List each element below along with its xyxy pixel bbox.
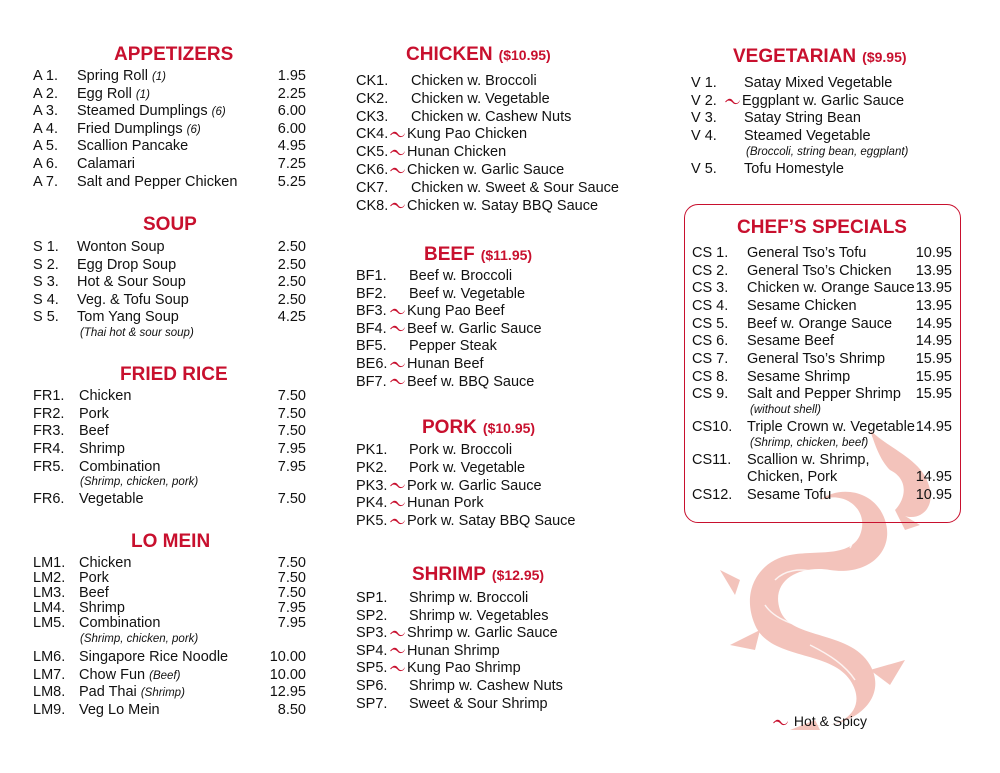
item-name-text: Salt and Pepper Chicken	[77, 173, 238, 190]
item-code: SP6.	[356, 678, 388, 694]
chili-pepper-icon	[725, 97, 741, 106]
cs9-note: (without shell)	[750, 404, 821, 416]
item-code: FR6.	[33, 491, 65, 507]
item-name	[77, 156, 135, 173]
item-name-text: Tom Yang Soup	[77, 309, 179, 326]
item-name	[744, 161, 844, 178]
item-price: 7.50	[277, 388, 306, 404]
chili-pepper-icon	[390, 324, 406, 333]
item-code: BF4.	[356, 320, 387, 337]
item-name	[389, 356, 484, 373]
item-price: 13.95	[915, 280, 952, 296]
item-qty: (6)	[211, 106, 226, 119]
item-name	[79, 615, 160, 632]
item-code: LM7.	[33, 667, 66, 683]
item-name-text: Spring Roll	[77, 68, 148, 84]
item-name-text: Triple Crown w. Vegetable	[747, 419, 915, 435]
item-name-text: General Tso’s Chicken	[747, 263, 892, 279]
item-name	[389, 495, 484, 512]
chili-pepper-icon	[390, 499, 406, 508]
item-name	[747, 419, 915, 436]
item-code: CS11.	[692, 452, 732, 468]
item-name-text: Steamed Vegetable	[744, 128, 871, 144]
item-name	[77, 121, 201, 139]
item-price: 12.95	[269, 684, 306, 700]
item-name	[724, 93, 904, 110]
item-code: LM4.	[33, 600, 66, 616]
item-name	[77, 103, 226, 121]
chili-pepper-icon	[390, 201, 406, 210]
item-name	[79, 649, 228, 666]
item-name-text: Hunan Pork	[407, 495, 484, 512]
item-name	[389, 374, 534, 391]
chili-pepper-icon	[390, 664, 406, 673]
item-name	[409, 590, 528, 607]
item-code: CK4.	[356, 126, 389, 143]
item-name-text: General Tso’s Tofu	[747, 245, 867, 261]
item-code: SP7.	[356, 695, 388, 712]
item-name-text: Chicken w. Sweet & Sour Sauce	[411, 179, 619, 196]
item-name-text: Scallion w. Shrimp,	[747, 452, 870, 468]
legend-label: Hot & Spicy	[793, 713, 868, 729]
item-price: 14.95	[915, 419, 952, 435]
item-name-text: Chicken w. Vegetable	[411, 90, 550, 107]
item-name	[389, 162, 564, 179]
item-code: FR4.	[33, 441, 65, 457]
item-code: CS 2.	[692, 263, 729, 279]
item-name	[77, 309, 179, 326]
item-code: BE6.	[356, 356, 388, 372]
item-name-text: Salt and Pepper Shrimp	[747, 386, 901, 402]
item-name	[77, 257, 176, 274]
item-code: PK1.	[356, 442, 388, 458]
item-name	[411, 91, 550, 108]
item-price: 7.95	[277, 441, 306, 457]
item-price: 10.00	[269, 649, 306, 665]
item-price: 5.25	[277, 173, 306, 190]
vegetarian-note: (Broccoli, string bean, eggplant)	[746, 146, 909, 158]
item-name-text: Kung Pao Chicken	[407, 126, 528, 143]
item-price: 7.95	[277, 459, 306, 475]
item-name	[389, 625, 558, 642]
item-name-text: Pepper Steak	[409, 338, 497, 355]
item-name	[79, 459, 160, 476]
item-price: 2.50	[277, 291, 306, 308]
item-name-text: Beef w. Orange Sauce	[747, 316, 893, 332]
item-code: FR2.	[33, 406, 65, 422]
item-code: CK7.	[356, 179, 389, 196]
item-qty: (6)	[186, 123, 201, 136]
item-name-text: Tofu Homestyle	[744, 161, 844, 177]
item-name	[77, 174, 237, 191]
beef-heading: BEEF ($11.95)	[424, 244, 533, 265]
item-code: LM1.	[33, 555, 66, 571]
item-name-text: Pork	[79, 406, 109, 422]
item-name-text: Chicken w. Broccoli	[411, 73, 537, 89]
item-name	[389, 303, 505, 320]
cs10-note: (Shrimp, chicken, beef)	[750, 437, 869, 449]
item-price: 7.95	[277, 600, 306, 616]
item-price: 7.50	[277, 570, 306, 586]
item-name	[77, 68, 166, 86]
item-code: CS 5.	[692, 316, 729, 332]
item-code: S 1.	[33, 239, 59, 255]
item-name-text: Shrimp	[79, 600, 125, 616]
item-name-text: Fried Dumplings	[77, 120, 183, 137]
item-name	[747, 263, 892, 280]
item-name	[411, 180, 619, 197]
item-name-text: General Tso’s Shrimp	[747, 351, 886, 367]
item-name	[747, 333, 834, 350]
item-name	[389, 126, 527, 143]
item-qty: (Shrimp)	[140, 687, 185, 699]
item-name-text: Hunan Chicken	[407, 144, 507, 161]
item-code: BF5.	[356, 338, 387, 355]
item-code: PK2.	[356, 459, 388, 476]
item-name-text: Combination	[79, 459, 161, 475]
item-code: PK3.	[356, 477, 388, 494]
item-price: 10.95	[915, 487, 952, 503]
chefs-specials-heading: CHEF’S SPECIALS	[737, 217, 907, 238]
item-name	[409, 338, 497, 355]
item-name-text: Satay Mixed Vegetable	[744, 75, 893, 91]
item-name	[79, 491, 144, 508]
item-code: CS 3.	[692, 280, 729, 296]
item-name-line2: Chicken, Pork	[747, 469, 838, 485]
item-name-text: Chicken	[79, 388, 132, 404]
item-price: 7.25	[277, 156, 306, 172]
item-code: BF2.	[356, 285, 387, 302]
item-code: SP5.	[356, 660, 388, 677]
item-qty: (1)	[135, 88, 150, 101]
item-name	[747, 487, 831, 504]
item-name	[389, 198, 598, 215]
item-price: 4.25	[277, 309, 306, 326]
soup-heading: SOUP	[143, 214, 197, 235]
item-code: A 2.	[33, 85, 58, 102]
chili-pepper-icon	[390, 377, 406, 386]
item-name	[409, 268, 512, 285]
item-code: BF7.	[356, 373, 387, 390]
pork-heading: PORK ($10.95)	[422, 417, 536, 438]
item-name	[409, 442, 512, 459]
item-price: 7.50	[277, 406, 306, 422]
item-code: CK6.	[356, 162, 389, 178]
item-code: FR1.	[33, 388, 65, 404]
item-code: LM8.	[33, 684, 66, 700]
item-name	[79, 667, 180, 685]
item-name-text: Pork w. Garlic Sauce	[407, 477, 542, 494]
item-price: 6.00	[277, 120, 306, 137]
item-name-text: Egg Drop Soup	[77, 256, 177, 273]
item-name	[747, 386, 901, 403]
item-name	[77, 274, 186, 291]
chili-pepper-icon	[390, 629, 406, 638]
item-name	[409, 678, 563, 695]
item-code: CS 8.	[692, 369, 729, 385]
item-code: CS12.	[692, 487, 733, 503]
item-name-text: Shrimp w. Garlic Sauce	[407, 625, 558, 642]
item-price: 1.95	[277, 68, 306, 84]
item-name	[747, 452, 870, 486]
item-name-text: Hunan Shrimp	[407, 642, 500, 659]
item-name-text: Beef	[79, 423, 109, 439]
item-name	[389, 478, 542, 495]
item-code: A 5.	[33, 138, 58, 155]
item-name-text: Combination	[79, 615, 161, 631]
chili-pepper-icon	[390, 130, 406, 139]
item-name-text: Sesame Beef	[747, 333, 835, 349]
item-code: SP3.	[356, 625, 388, 642]
item-name-text: Pork w. Broccoli	[409, 442, 513, 458]
item-price: 2.25	[277, 85, 306, 102]
item-name	[77, 86, 150, 104]
item-name-text: Veg Lo Mein	[79, 702, 160, 718]
item-code: S 2.	[33, 256, 59, 273]
chili-pepper-icon	[390, 307, 406, 316]
item-name-text: Veg. & Tofu Soup	[77, 291, 189, 308]
item-code: V 5.	[691, 161, 717, 177]
chili-pepper-icon	[390, 166, 406, 175]
item-code: V 2.	[691, 93, 717, 109]
item-name	[79, 423, 109, 440]
item-name	[389, 144, 506, 161]
item-name-text: Chicken	[79, 555, 132, 571]
item-name	[747, 298, 857, 315]
item-name	[411, 109, 571, 126]
item-code: CK3.	[356, 108, 389, 125]
item-name-text: Chicken w. Orange Sauce	[747, 280, 915, 296]
item-name-text: Pork w. Vegetable	[409, 459, 526, 476]
item-price: 6.00	[277, 103, 306, 120]
item-price: 7.50	[277, 585, 306, 601]
soup-note: (Thai hot & sour soup)	[80, 327, 194, 339]
item-name	[79, 441, 125, 458]
chicken-heading: CHICKEN ($10.95)	[406, 44, 551, 65]
item-code: A 3.	[33, 103, 58, 120]
item-name-text: Hunan Beef	[407, 356, 484, 372]
item-code: PK5.	[356, 513, 388, 530]
fried-rice-heading: FRIED RICE	[120, 364, 228, 385]
item-code: CK2.	[356, 90, 389, 107]
item-code: CS 1.	[692, 245, 729, 261]
item-name	[389, 513, 575, 530]
item-code: S 3.	[33, 274, 59, 291]
item-code: A 4.	[33, 120, 58, 137]
item-name-text: Shrimp w. Broccoli	[409, 590, 529, 606]
item-name	[747, 369, 850, 386]
item-name-text: Beef w. Broccoli	[409, 268, 513, 284]
chili-pepper-icon	[773, 718, 789, 727]
item-name	[744, 128, 871, 145]
item-price: 15.95	[915, 369, 952, 385]
item-price: 14.95	[915, 316, 952, 332]
item-price: 7.50	[277, 491, 306, 507]
item-price: 7.50	[277, 555, 306, 571]
item-name-text: Egg Roll	[77, 85, 132, 102]
item-qty: (1)	[151, 71, 167, 83]
item-code: CS 9.	[692, 386, 729, 402]
item-code: PK4.	[356, 495, 388, 512]
item-name-text: Wonton Soup	[77, 239, 165, 255]
item-name-text: Calamari	[77, 156, 136, 172]
item-name-text: Satay String Bean	[744, 110, 861, 126]
item-price: 10.95	[915, 245, 952, 261]
item-name	[409, 286, 525, 303]
item-name-text: Chicken w. Satay BBQ Sauce	[407, 197, 599, 214]
item-name-text: Sweet & Sour Shrimp	[409, 695, 548, 712]
item-name	[747, 245, 866, 262]
item-code: V 3.	[691, 110, 717, 126]
item-code: S 5.	[33, 309, 59, 326]
item-code: LM9.	[33, 702, 66, 718]
item-name	[77, 138, 188, 155]
item-code: CS 6.	[692, 333, 729, 349]
item-name-text: Beef w. Garlic Sauce	[407, 320, 542, 337]
item-name-text: Steamed Dumplings	[77, 103, 208, 120]
item-name	[744, 110, 861, 127]
item-name	[389, 660, 521, 677]
item-code: LM3.	[33, 585, 66, 601]
item-name-text: Chicken w. Cashew Nuts	[411, 108, 572, 125]
item-code: SP1.	[356, 590, 388, 606]
item-price: 2.50	[277, 239, 306, 255]
shrimp-heading: SHRIMP ($12.95)	[412, 564, 545, 585]
item-name-text: Kung Pao Shrimp	[407, 660, 521, 677]
item-name-text: Pork w. Satay BBQ Sauce	[407, 513, 576, 530]
item-name	[747, 351, 885, 368]
item-name-text: Sesame Tofu	[747, 487, 832, 503]
item-name-text: Pork	[79, 570, 109, 586]
item-price: 14.95	[915, 469, 952, 485]
item-code: S 4.	[33, 291, 59, 308]
item-name-text: Kung Pao Beef	[407, 303, 505, 320]
appetizers-heading: APPETIZERS	[114, 44, 234, 65]
chili-pepper-icon	[390, 517, 406, 526]
item-name-text: Vegetable	[79, 491, 144, 507]
item-name	[409, 460, 525, 477]
item-price: 7.95	[277, 615, 306, 631]
item-name-text: Sesame Shrimp	[747, 369, 851, 385]
item-code: CK1.	[356, 73, 389, 89]
item-name	[409, 608, 548, 625]
item-name	[79, 388, 131, 405]
item-name-text: Chow Fun	[79, 667, 146, 683]
item-name-text: Sesame Chicken	[747, 298, 857, 314]
item-name	[389, 643, 500, 660]
item-name	[389, 321, 542, 338]
chili-pepper-icon	[390, 148, 406, 157]
vegetarian-heading: VEGETARIAN ($9.95)	[733, 46, 907, 67]
chili-pepper-icon	[390, 360, 406, 369]
item-code: CS 4.	[692, 298, 729, 314]
item-name-text: Shrimp w. Cashew Nuts	[409, 678, 563, 694]
item-name-text: Singapore Rice Noodle	[79, 649, 229, 665]
item-name	[77, 292, 189, 309]
item-code: BF3.	[356, 303, 387, 320]
lo-mein-note: (Shrimp, chicken, pork)	[80, 633, 199, 645]
item-price: 14.95	[915, 333, 952, 349]
item-name-text: Pad Thai	[79, 684, 137, 700]
item-name	[77, 239, 165, 256]
item-price: 15.95	[915, 386, 952, 402]
item-name	[747, 316, 892, 333]
item-code: A 7.	[33, 173, 58, 190]
fried-rice-note: (Shrimp, chicken, pork)	[80, 476, 199, 488]
item-code: CS 7.	[692, 351, 729, 367]
item-name-text: Shrimp	[79, 441, 125, 457]
item-name	[744, 75, 892, 92]
item-price: 10.00	[269, 667, 306, 683]
item-name	[409, 696, 548, 713]
item-name	[79, 684, 185, 702]
item-code: LM2.	[33, 570, 66, 586]
item-name	[79, 702, 160, 719]
item-price: 4.95	[277, 138, 306, 155]
item-code: A 6.	[33, 156, 58, 172]
item-name-text: Scallion Pancake	[77, 138, 189, 155]
item-name-text: Beef	[79, 585, 109, 601]
item-code: V 1.	[691, 75, 717, 91]
item-code: V 4.	[691, 128, 717, 144]
item-name-text: Hot & Sour Soup	[77, 274, 186, 291]
item-name-text: Beef w. Vegetable	[409, 285, 526, 302]
item-code: CS10.	[692, 419, 733, 435]
item-price: 15.95	[915, 351, 952, 367]
item-name	[411, 73, 537, 90]
item-code: LM5.	[33, 615, 66, 631]
lo-mein-heading: LO MEIN	[131, 531, 211, 552]
item-price: 13.95	[915, 298, 952, 314]
item-code: BF1.	[356, 268, 387, 284]
item-code: CK8.	[356, 197, 389, 214]
item-code: A 1.	[33, 68, 58, 84]
item-code: FR3.	[33, 423, 65, 439]
item-name-text: Eggplant w. Garlic Sauce	[742, 93, 905, 109]
legend	[772, 713, 867, 729]
chili-pepper-icon	[390, 646, 406, 655]
item-code: LM6.	[33, 649, 66, 665]
item-name	[79, 406, 109, 423]
item-code: CK5.	[356, 144, 389, 161]
item-name-text: Beef w. BBQ Sauce	[407, 373, 535, 390]
item-price: 2.50	[277, 256, 306, 273]
item-name-text: Chicken w. Garlic Sauce	[407, 162, 565, 178]
item-code: FR5.	[33, 459, 65, 475]
chili-pepper-icon	[390, 481, 406, 490]
item-code: SP2.	[356, 607, 388, 624]
item-qty: (Beef)	[149, 670, 181, 682]
item-code: SP4.	[356, 642, 388, 659]
item-price: 8.50	[277, 702, 306, 718]
item-price: 2.50	[277, 274, 306, 291]
item-price: 7.50	[277, 423, 306, 439]
item-name-text: Shrimp w. Vegetables	[409, 607, 549, 624]
item-price: 13.95	[915, 263, 952, 279]
item-name	[747, 280, 915, 297]
